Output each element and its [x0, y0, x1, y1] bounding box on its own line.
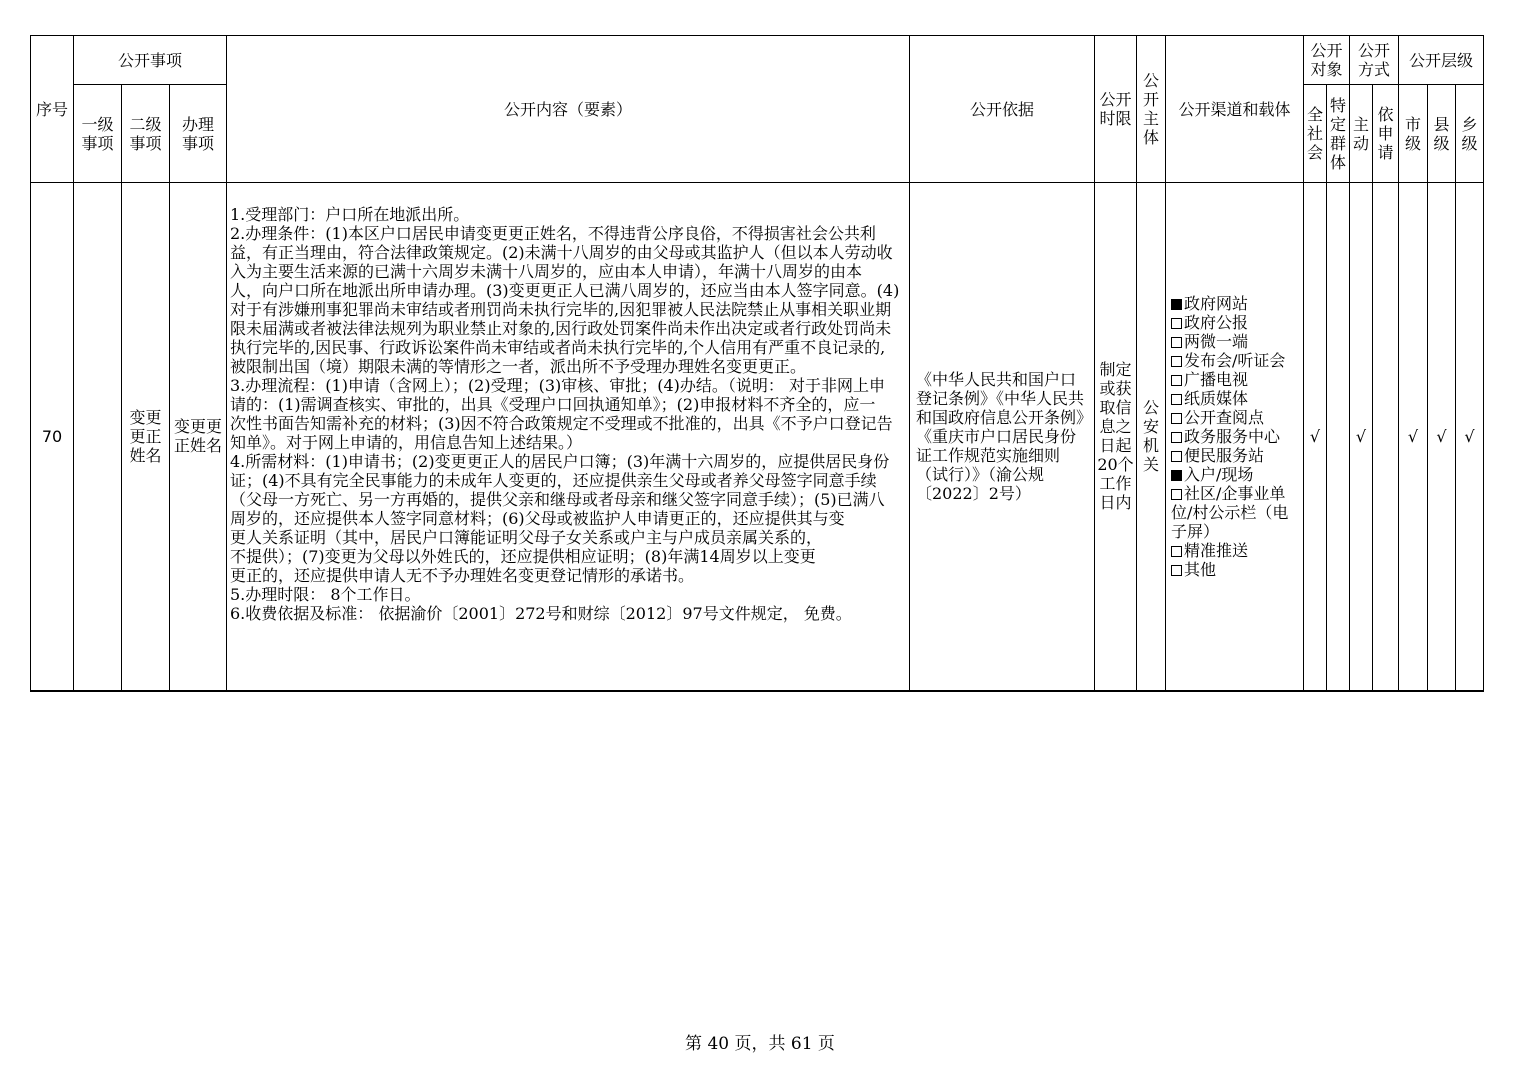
content-line: 3.办理流程：(1)申请（含网上）；(2)受理；(3)审核、审批；(4)办结。（说明： 对于非网上申 [230, 376, 886, 395]
header-level-town: 乡 级 [1456, 85, 1484, 183]
time-limit-line: 息之 [1099, 417, 1132, 437]
content-line: （父母一方死亡、另一方再婚的，提供父亲和继母或者母亲和继父签字同意手续）；(5)已满八 [230, 490, 885, 509]
header-handle: 办理 事项 [170, 85, 227, 183]
header-method: 公开 方式 [1350, 36, 1399, 85]
content-line: 益，有正当理由，符合法律政策规定。(2)未满十八周岁的由父母或其监护人（但以本人劳动收 [230, 243, 893, 262]
channel-item [1171, 294, 1301, 313]
header-level-county: 县 级 [1428, 85, 1456, 183]
row-level-city: √ [1399, 183, 1428, 691]
channel-item [1171, 503, 1301, 522]
header-content: 公开内容（要素） [227, 36, 910, 183]
checked-box-icon [1171, 470, 1182, 481]
header-basis: 公开依据 [910, 36, 1095, 183]
row-level2: 变更 更正 姓名 [122, 183, 170, 691]
subject-char: 公 [1142, 398, 1159, 418]
channel-item [1171, 484, 1301, 503]
row-method-active: √ [1350, 183, 1373, 691]
row-seq: 70 [31, 183, 74, 691]
content-line: 人，向户口所在地派出所申请办理。(3)变更更正人已满八周岁的，还应当由本人签字同意。(4) [230, 281, 900, 300]
checked-box-icon [1171, 299, 1182, 310]
content-line: 更人关系证明（其中，居民户口簿能证明父母子女关系或户主与户成员亲属关系的， [230, 528, 823, 547]
unchecked-box-icon [1171, 489, 1182, 500]
header-target: 公开 对象 [1304, 36, 1350, 85]
unchecked-box-icon [1171, 375, 1182, 386]
disclosure-table [30, 35, 1484, 692]
time-limit-line: 日起 [1099, 436, 1132, 456]
row-target-all: √ [1304, 183, 1327, 691]
header-time-limit: 公开 时限 [1095, 36, 1137, 183]
content-line: 周岁的，还应提供本人签字同意材料；(6)父母或被监护人申请更正的，还应提供其与变 [230, 509, 845, 528]
channel-item [1171, 522, 1301, 541]
content-line: 5.办理时限： 8个工作日。 [230, 585, 421, 604]
row-time-limit [1095, 183, 1137, 691]
row-level-county: √ [1428, 183, 1456, 691]
channel-label: 政府网站 [1184, 293, 1249, 313]
channel-item [1171, 332, 1301, 351]
row-channels [1166, 183, 1304, 691]
channel-label: 便民服务站 [1184, 445, 1265, 465]
unchecked-box-icon [1171, 394, 1182, 405]
unchecked-box-icon [1171, 356, 1182, 367]
header-level1: 一级 事项 [74, 85, 122, 183]
header-subject: 公 开 主 体 [1137, 36, 1166, 183]
channel-label: 两微一端 [1184, 331, 1249, 351]
header-target-all: 全 社 会 [1304, 85, 1327, 183]
subject-char: 机 [1142, 436, 1159, 456]
content-line: 请的：(1)需调查核实、审批的，出具《受理户口回执通知单》；(2)申报材料不齐全的，应一 [230, 395, 876, 414]
subject-char: 关 [1142, 455, 1159, 475]
row-target-specific [1327, 183, 1350, 691]
row-basis: 《中华人民共和国户口登记条例》《中华人民共和国政府信息公开条例》《重庆市户口居民身份证工作规范实施细则（试行）》（渝公规〔2022〕2号） [910, 183, 1095, 691]
channel-item [1171, 427, 1301, 446]
content-line: 证；(4)不具有完全民事能力的未成年人变更的，还应提供亲生父母或者养父母签字同意手续 [230, 471, 877, 490]
content-line: 2.办理条件：(1)本区户口居民申请变更更正姓名，不得违背公序良俗，不得损害社会公共利 [230, 224, 876, 243]
channel-item [1171, 446, 1301, 465]
unchecked-box-icon [1171, 565, 1182, 576]
content-line: 知单》。对于网上申请的，用信息告知上述结果。） [230, 433, 583, 452]
time-limit-line: 工作 [1099, 474, 1132, 494]
time-limit-line: 取信 [1099, 398, 1132, 418]
content-line: 更正的，还应提供申请人无不予办理姓名变更登记情形的承诺书。 [230, 566, 695, 585]
unchecked-box-icon [1171, 451, 1182, 462]
content-line: 4.所需材料：(1)申请书；(2)变更更正人的居民户口簿；(3)年满十六周岁的，应提供居民身份 [230, 452, 890, 471]
time-limit-line: 或获 [1099, 379, 1132, 399]
content-line: 不提供）；(7)变更为父母以外姓氏的，还应提供相应证明；(8)年满14周岁以上变更 [230, 547, 816, 566]
row-level-town: √ [1456, 183, 1484, 691]
row-level1 [74, 183, 122, 691]
page-footer: 第 40 页，共 61 页 [685, 1034, 835, 1054]
channel-label: 公开查阅点 [1184, 407, 1265, 427]
header-level: 公开层级 [1399, 36, 1484, 85]
unchecked-box-icon [1171, 432, 1182, 443]
unchecked-box-icon [1171, 546, 1182, 557]
channel-item [1171, 313, 1301, 332]
row-content [227, 183, 910, 691]
subject-char: 安 [1142, 417, 1159, 437]
header-level2: 二级 事项 [122, 85, 170, 183]
row-method-request [1373, 183, 1399, 691]
time-limit-line: 制定 [1099, 360, 1132, 380]
channel-item [1171, 560, 1301, 579]
channel-label: 精准推送 [1184, 540, 1249, 560]
channel-item [1171, 465, 1301, 484]
channel-item [1171, 370, 1301, 389]
content-line: 执行完毕的,因民事、行政诉讼案件尚未审结或者尚未执行完毕的,个人信用有严重不良记录的, [230, 338, 886, 357]
channel-label: 政府公报 [1184, 312, 1249, 332]
channel-label: 子屏） [1171, 521, 1220, 541]
channel-item [1171, 541, 1301, 560]
time-limit-line: 20个 [1097, 455, 1134, 475]
content-line: 1.受理部门：户口所在地派出所。 [230, 205, 470, 224]
header-level-city: 市 级 [1399, 85, 1428, 183]
unchecked-box-icon [1171, 318, 1182, 329]
channel-label: 广播电视 [1184, 369, 1249, 389]
channel-label: 社区/企事业单 [1184, 483, 1286, 503]
channel-item [1171, 389, 1301, 408]
channel-label: 发布会/听证会 [1184, 350, 1286, 370]
table-row [31, 183, 1484, 691]
content-line: 限未届满或者被法律法规列为职业禁止对象的,因行政处罚案件尚未作出决定或者行政处罚尚未 [230, 319, 892, 338]
channel-item [1171, 408, 1301, 427]
row-handle: 变更更 正姓名 [170, 183, 227, 691]
channel-label: 政务服务中心 [1184, 426, 1281, 446]
time-limit-line: 日内 [1099, 493, 1132, 513]
header-method-request: 依 申 请 [1373, 85, 1399, 183]
channel-item [1171, 351, 1301, 370]
header-target-specific: 特 定 群 体 [1327, 85, 1350, 183]
content-line: 被限制出国（境）期限未满的等情形之一者，派出所不予受理办理姓名变更更正。 [230, 357, 807, 376]
unchecked-box-icon [1171, 337, 1182, 348]
header-seq: 序号 [31, 36, 74, 183]
header-channel: 公开渠道和载体 [1166, 36, 1304, 183]
header-method-active: 主 动 [1350, 85, 1373, 183]
content-line: 次性书面告知需补充的材料；(3)因不符合政策规定不受理或不批准的，出具《不予户口登记告 [230, 414, 893, 433]
unchecked-box-icon [1171, 413, 1182, 424]
header-public-item: 公开事项 [74, 36, 227, 85]
content-line: 入为主要生活来源的已满十六周岁未满十八周岁的，应由本人申请），年满十八周岁的由本 [230, 262, 863, 281]
content-line: 对于有涉嫌刑事犯罪尚未审结或者刑罚尚未执行完毕的,因犯罪被人民法院禁止从事相关职业期 [230, 300, 892, 319]
channel-label: 其他 [1184, 559, 1217, 579]
channel-label: 位/村公示栏（电 [1171, 502, 1289, 522]
content-line: 6.收费依据及标准： 依据渝价〔2001〕272号和财综〔2012〕97号文件规定， 免费。 [230, 604, 852, 623]
row-subject [1137, 183, 1166, 691]
channel-label: 纸质媒体 [1184, 388, 1249, 408]
channel-label: 入户/现场 [1184, 464, 1254, 484]
